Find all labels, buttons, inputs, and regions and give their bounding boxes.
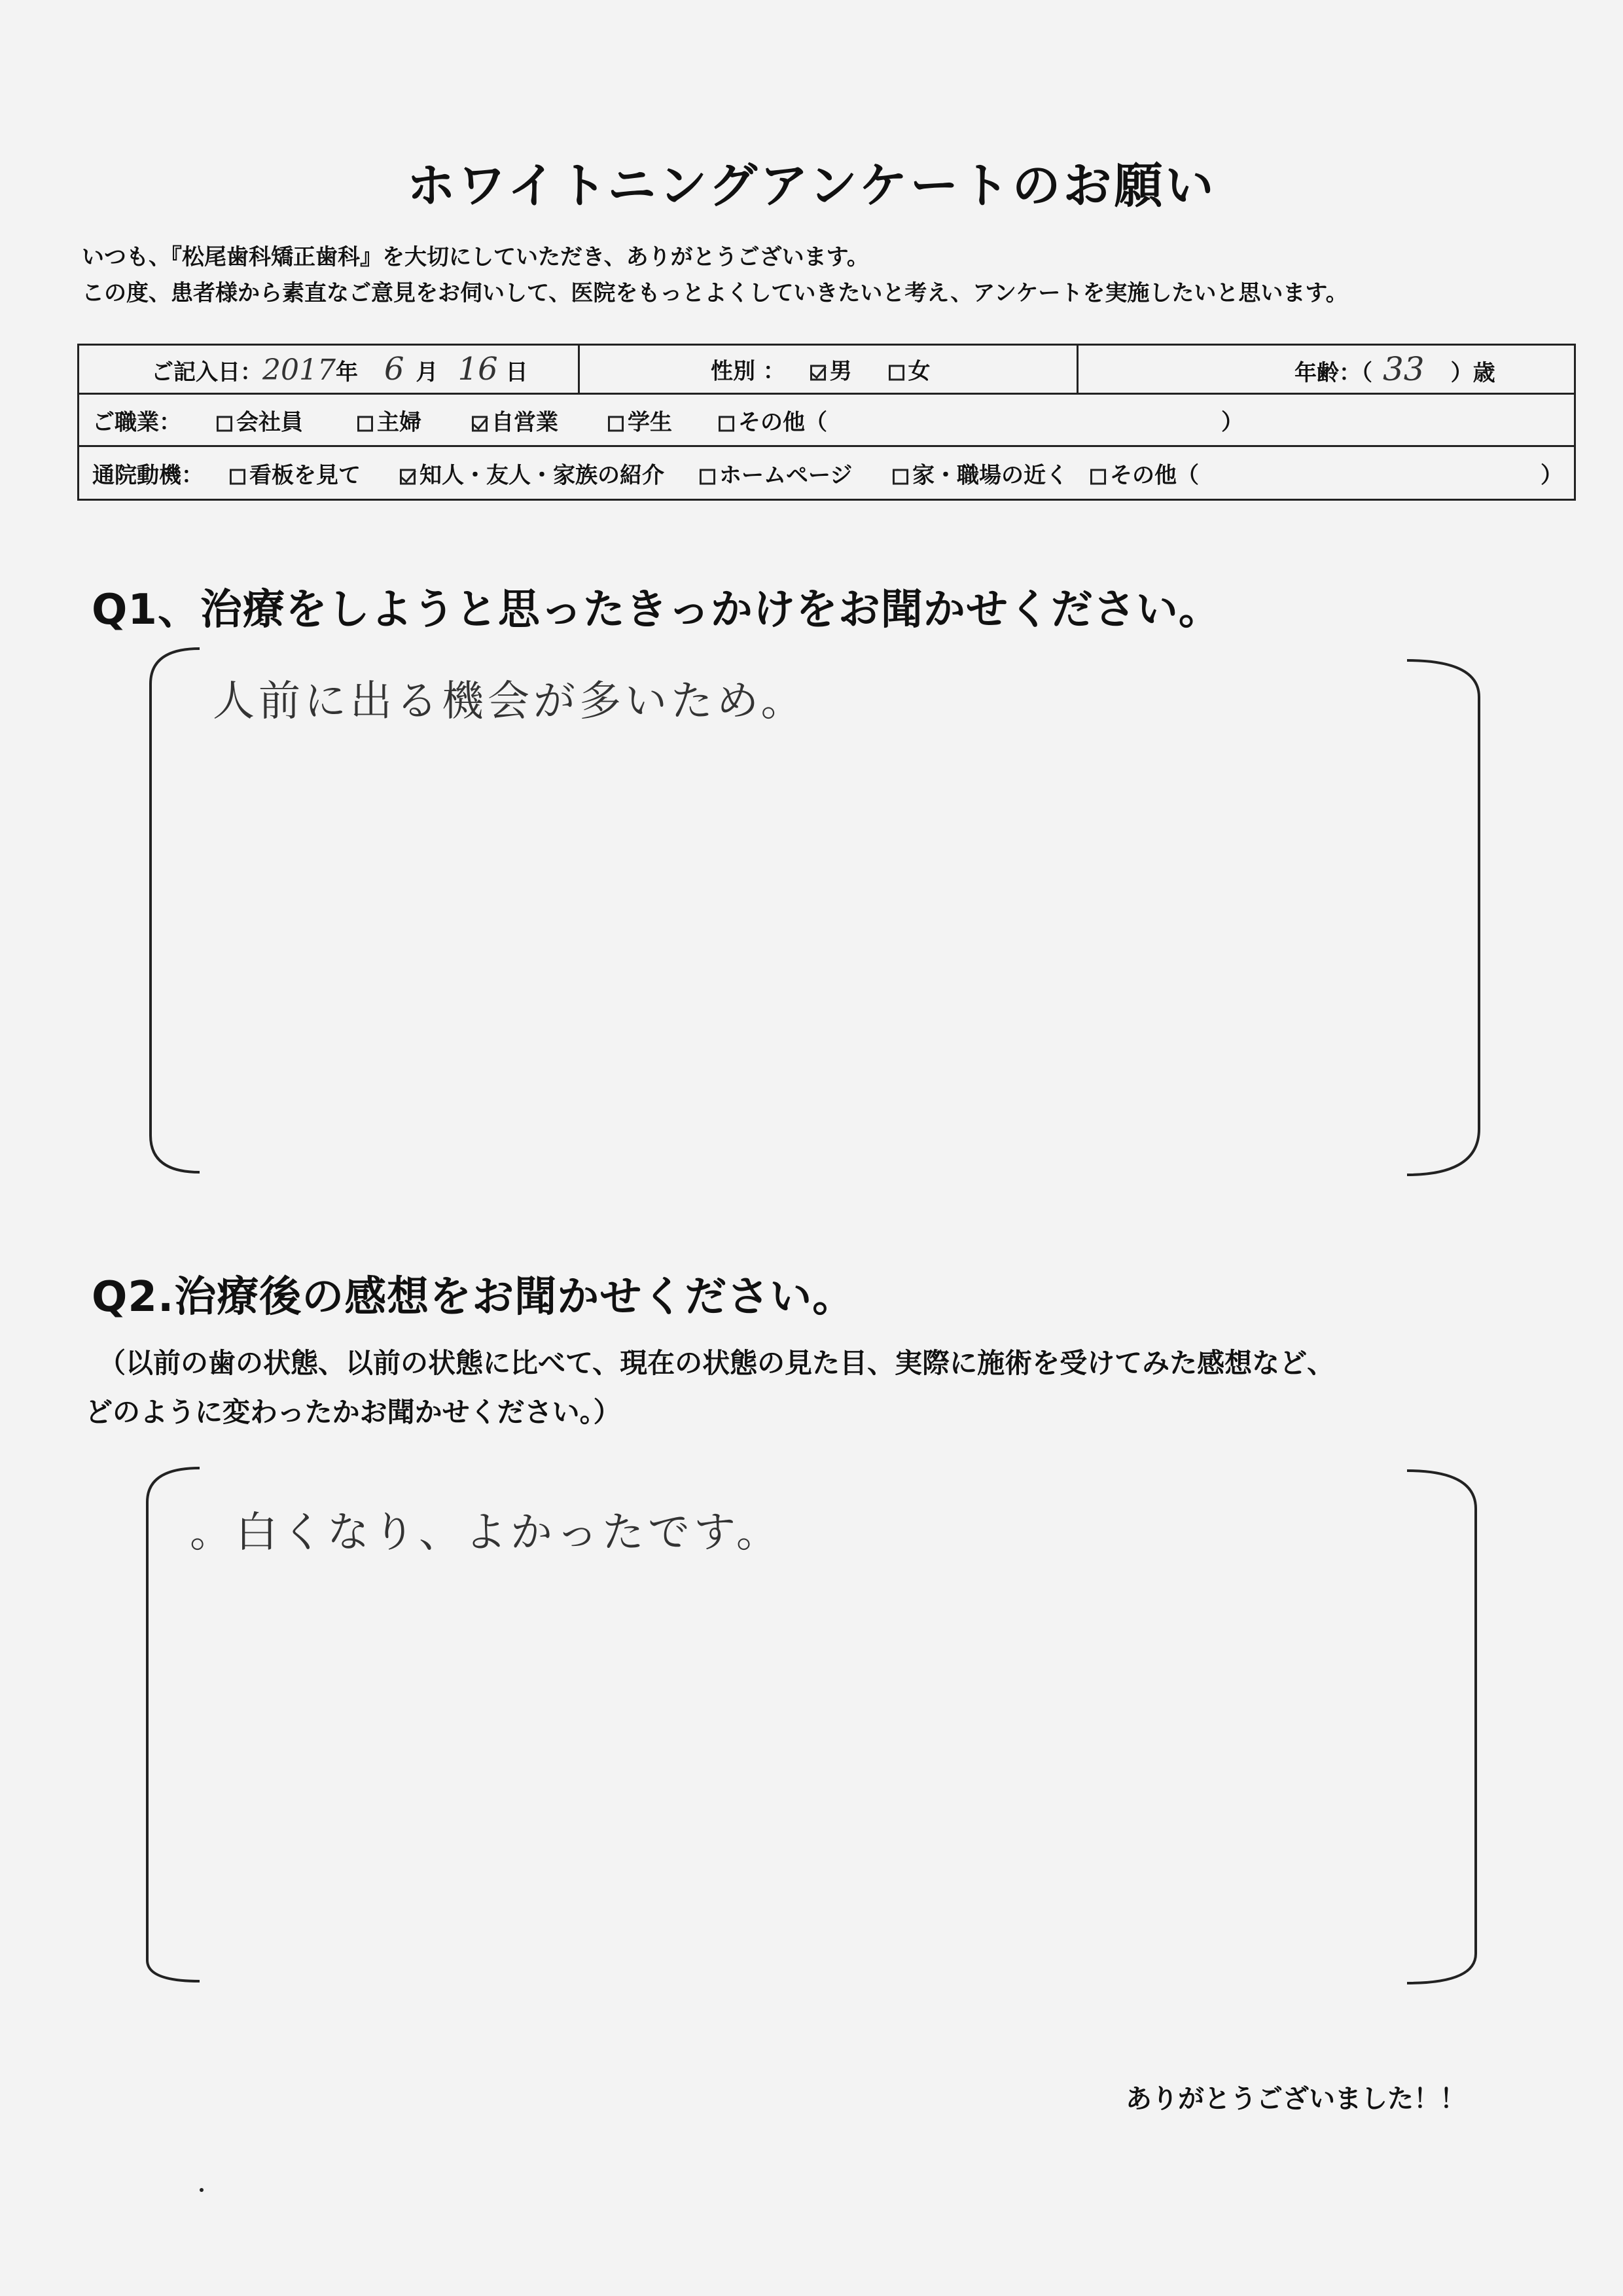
date-field[interactable]	[151, 351, 528, 387]
q2-question: Q2.治療後の感想をお聞かせください。	[92, 1273, 855, 1321]
occupation-option-self-employed[interactable]: 自営業	[472, 404, 558, 436]
checkbox-icon[interactable]	[889, 365, 904, 381]
occupation-option-company-employee[interactable]: 会社員	[217, 404, 303, 436]
gender-field	[711, 353, 931, 386]
gender-label: 性別 ：	[711, 358, 785, 385]
gender-option-male[interactable]: 男	[810, 359, 852, 385]
occupation-other-close: ）	[1221, 409, 1243, 435]
date-year-value: 2017	[262, 353, 336, 387]
age-label: 年齢：（	[1294, 360, 1372, 386]
checkbox-icon[interactable]	[700, 469, 715, 484]
info-row-date-gender-age	[79, 346, 1574, 395]
intro-line-1: いつも、『松尾歯科矯正歯科』を大切にしていただき、ありがとうございます。	[82, 244, 869, 270]
day-label: 日	[505, 359, 528, 386]
visit-reason-label: 通院動機：	[92, 462, 204, 488]
checkbox-icon[interactable]	[357, 416, 373, 431]
q2-note-line-2: どのように変わったかお聞かせください。）	[85, 1396, 621, 1428]
date-cell	[79, 346, 580, 393]
q2-note-line-1: （以前の歯の状態、以前の状態に比べて、現在の状態の見た目、実際に施術を受けてみた感想など、	[98, 1347, 1335, 1379]
closing-message: ありがとうございました！！	[1126, 2084, 1466, 2114]
checkbox-icon[interactable]	[608, 416, 624, 431]
q1-answer-text[interactable]: 人前に出る機会が多いため。	[213, 677, 807, 726]
date-month-value: 6	[383, 351, 404, 387]
stray-mark	[200, 2188, 204, 2192]
age-value: 33	[1383, 350, 1425, 388]
checkbox-checked-icon[interactable]	[810, 365, 826, 381]
month-label: 月	[416, 359, 438, 386]
visit-reason-option-signboard[interactable]: 看板を見て	[230, 457, 361, 489]
q1-question: Q1、治療をしようと思ったきっかけをお聞かせください。	[92, 586, 1221, 634]
checkbox-icon[interactable]	[1090, 469, 1106, 484]
q2-answer-text[interactable]: 。白くなり、よかったです。	[190, 1509, 782, 1557]
checkbox-checked-icon[interactable]	[400, 469, 416, 484]
year-label: 年	[335, 359, 358, 386]
gender-cell	[580, 346, 1079, 393]
visit-reason-option-near-home-work[interactable]: 家・職場の近く	[893, 457, 1068, 489]
respondent-info-table	[77, 344, 1576, 501]
visit-reason-option-other[interactable]: その他（	[1090, 457, 1199, 489]
age-cell	[1079, 346, 1574, 393]
intro-line-2: この度、患者様から素直なご意見をお伺いして、医院をもっとよくしていきたいと考え、アンケートを実施したいと思います。	[82, 280, 1348, 306]
checkbox-icon[interactable]	[719, 416, 734, 431]
info-row-occupation	[79, 395, 1574, 447]
checkbox-icon[interactable]	[893, 469, 908, 484]
date-day-value: 16	[457, 351, 498, 387]
info-row-visit-reason	[79, 447, 1574, 499]
date-label: ご記入日：	[151, 359, 262, 386]
gender-option-female[interactable]: 女	[889, 359, 931, 385]
visit-reason-option-referral[interactable]: 知人・友人・家族の紹介	[400, 457, 664, 489]
checkbox-icon[interactable]	[230, 469, 245, 484]
visit-reason-option-homepage[interactable]: ホームページ	[700, 457, 852, 489]
occupation-option-housewife[interactable]: 主婦	[357, 404, 421, 436]
age-field[interactable]	[1294, 350, 1495, 388]
page-title: ホワイトニングアンケートのお願い	[406, 158, 1217, 214]
occupation-option-student[interactable]: 学生	[608, 404, 672, 436]
age-suffix: ）歳	[1450, 360, 1495, 386]
checkbox-checked-icon[interactable]	[472, 416, 488, 431]
occupation-label: ご職業：	[92, 409, 181, 435]
checkbox-icon[interactable]	[217, 416, 232, 431]
visit-reason-other-close: ）	[1541, 462, 1563, 488]
occupation-option-other[interactable]: その他（	[719, 404, 827, 436]
